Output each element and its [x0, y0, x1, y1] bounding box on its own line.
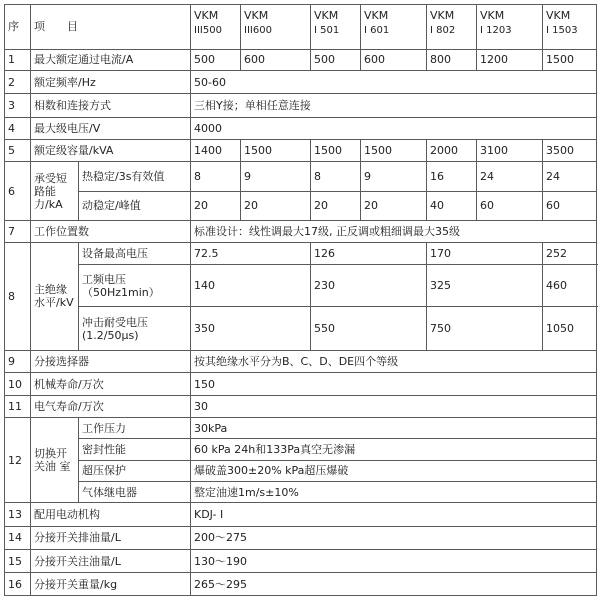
table-row [5, 264, 597, 307]
table-row [5, 503, 597, 526]
value-cell: 1050 [543, 307, 597, 351]
table-row [5, 242, 597, 264]
value-cell: 1500 [543, 49, 597, 70]
row-label: 机械寿命/万次 [31, 373, 191, 395]
sub-label: 超压保护 [79, 460, 191, 481]
value-cell: 三相Y接；单相任意连接 [191, 94, 597, 117]
row-number: 4 [5, 117, 31, 139]
value-cell: 500 [191, 49, 241, 70]
row-number: 10 [5, 373, 31, 395]
value-cell: 60 kPa 24h和133Pa真空无渗漏 [191, 439, 597, 460]
table-row [5, 94, 597, 117]
row-label: 相数和连接方式 [31, 94, 191, 117]
value-cell: 230 [311, 264, 427, 307]
row-number: 8 [5, 242, 31, 351]
value-cell: 170 [427, 242, 543, 264]
value-cell: 9 [361, 162, 427, 191]
value-cell: 1500 [361, 140, 427, 162]
header-model-5: VKM I 802 [427, 5, 477, 50]
table-row [5, 49, 597, 70]
table-row [5, 418, 597, 439]
value-cell: 30 [191, 395, 597, 417]
value-cell: 标准设计：线性调最大17级, 正反调或粗细调最大35级 [191, 221, 597, 242]
sub-label: 热稳定/3s有效值 [79, 162, 191, 191]
row-number: 9 [5, 351, 31, 373]
row-number: 7 [5, 221, 31, 242]
value-cell: 30kPa [191, 418, 597, 439]
row-label: 额定频率/Hz [31, 70, 191, 93]
sub-label: 密封性能 [79, 439, 191, 460]
row-label: 额定级容量/kVA [31, 140, 191, 162]
row-label: 分接选择器 [31, 351, 191, 373]
sub-label: 动稳定/峰值 [79, 191, 191, 220]
value-cell: 750 [427, 307, 543, 351]
table-row [5, 351, 597, 373]
value-cell: 8 [191, 162, 241, 191]
sub-label: 工作压力 [79, 418, 191, 439]
value-cell: 9 [241, 162, 311, 191]
value-cell: 60 [543, 191, 597, 220]
row-label: 工作位置数 [31, 221, 191, 242]
value-cell: 252 [543, 242, 597, 264]
row-label: 分接开关排油量/L [31, 526, 191, 549]
value-cell: 150 [191, 373, 597, 395]
header-model-2: VKM III600 [241, 5, 311, 50]
value-cell: 265～295 [191, 573, 597, 596]
value-cell: 550 [311, 307, 427, 351]
header-item: 项 目 [31, 5, 191, 50]
value-cell: 8 [311, 162, 361, 191]
header-seq: 序 [5, 5, 31, 50]
row-number: 16 [5, 573, 31, 596]
value-cell: 500 [311, 49, 361, 70]
sub-label: 气体继电器 [79, 482, 191, 503]
row-number: 13 [5, 503, 31, 526]
value-cell: 40 [427, 191, 477, 220]
value-cell: 130～190 [191, 550, 597, 573]
row-label: 分接开关注油量/L [31, 550, 191, 573]
row-number: 5 [5, 140, 31, 162]
value-cell: 350 [191, 307, 311, 351]
value-cell: 1500 [241, 140, 311, 162]
row-label: 最大额定通过电流/A [31, 49, 191, 70]
value-cell: 325 [427, 264, 543, 307]
header-model-7: VKM I 1503 [543, 5, 597, 50]
header-model-1: VKM III500 [191, 5, 241, 50]
sub-label: 设备最高电压 [79, 242, 191, 264]
value-cell: 4000 [191, 117, 597, 139]
row-label: 电气寿命/万次 [31, 395, 191, 417]
value-cell: KDJ- I [191, 503, 597, 526]
table-row [5, 162, 597, 191]
table-row [5, 191, 597, 220]
table-row [5, 117, 597, 139]
value-cell: 126 [311, 242, 427, 264]
table-row [5, 460, 597, 481]
row-number: 15 [5, 550, 31, 573]
value-cell: 1500 [311, 140, 361, 162]
table-row [5, 482, 597, 503]
row-label: 配用电动机构 [31, 503, 191, 526]
value-cell: 50-60 [191, 70, 597, 93]
value-cell: 24 [477, 162, 543, 191]
header-model-4: VKM I 601 [361, 5, 427, 50]
row-number: 2 [5, 70, 31, 93]
table-row [5, 70, 597, 93]
table-row [5, 573, 597, 596]
table-row [5, 140, 597, 162]
table-row [5, 373, 597, 395]
value-cell: 1200 [477, 49, 543, 70]
row-number: 11 [5, 395, 31, 417]
table-row [5, 439, 597, 460]
table-row [5, 221, 597, 242]
value-cell: 200～275 [191, 526, 597, 549]
value-cell: 60 [477, 191, 543, 220]
value-cell: 3100 [477, 140, 543, 162]
row-number: 14 [5, 526, 31, 549]
sub-label: 工频电压（50Hz1min） [79, 264, 191, 307]
table-row [5, 550, 597, 573]
value-cell: 460 [543, 264, 597, 307]
value-cell: 爆破盖300±20% kPa超压爆破 [191, 460, 597, 481]
row-label: 分接开关重量/kg [31, 573, 191, 596]
value-cell: 16 [427, 162, 477, 191]
value-cell: 整定油速1m/s±10% [191, 482, 597, 503]
value-cell: 20 [241, 191, 311, 220]
row-number: 1 [5, 49, 31, 70]
table-row [5, 395, 597, 417]
header-row [5, 5, 597, 50]
sub-label: 冲击耐受电压(1.2/50μs) [79, 307, 191, 351]
group-label: 切换开关油 室 [31, 418, 79, 503]
header-model-6: VKM I 1203 [477, 5, 543, 50]
row-number: 6 [5, 162, 31, 221]
value-cell: 按其绝缘水平分为B、C、D、DE四个等级 [191, 351, 597, 373]
row-number: 3 [5, 94, 31, 117]
value-cell: 800 [427, 49, 477, 70]
header-model-3: VKM I 501 [311, 5, 361, 50]
group-label: 承受短路能力/kA [31, 162, 79, 221]
table-row [5, 307, 597, 351]
table-row [5, 526, 597, 549]
value-cell: 600 [361, 49, 427, 70]
value-cell: 2000 [427, 140, 477, 162]
value-cell: 600 [241, 49, 311, 70]
value-cell: 20 [311, 191, 361, 220]
value-cell: 3500 [543, 140, 597, 162]
value-cell: 140 [191, 264, 311, 307]
group-label: 主绝缘水平/kV [31, 242, 79, 351]
row-label: 最大级电压/V [31, 117, 191, 139]
value-cell: 1400 [191, 140, 241, 162]
value-cell: 72.5 [191, 242, 311, 264]
value-cell: 20 [191, 191, 241, 220]
value-cell: 24 [543, 162, 597, 191]
value-cell: 20 [361, 191, 427, 220]
spec-table [4, 4, 597, 596]
row-number: 12 [5, 418, 31, 503]
